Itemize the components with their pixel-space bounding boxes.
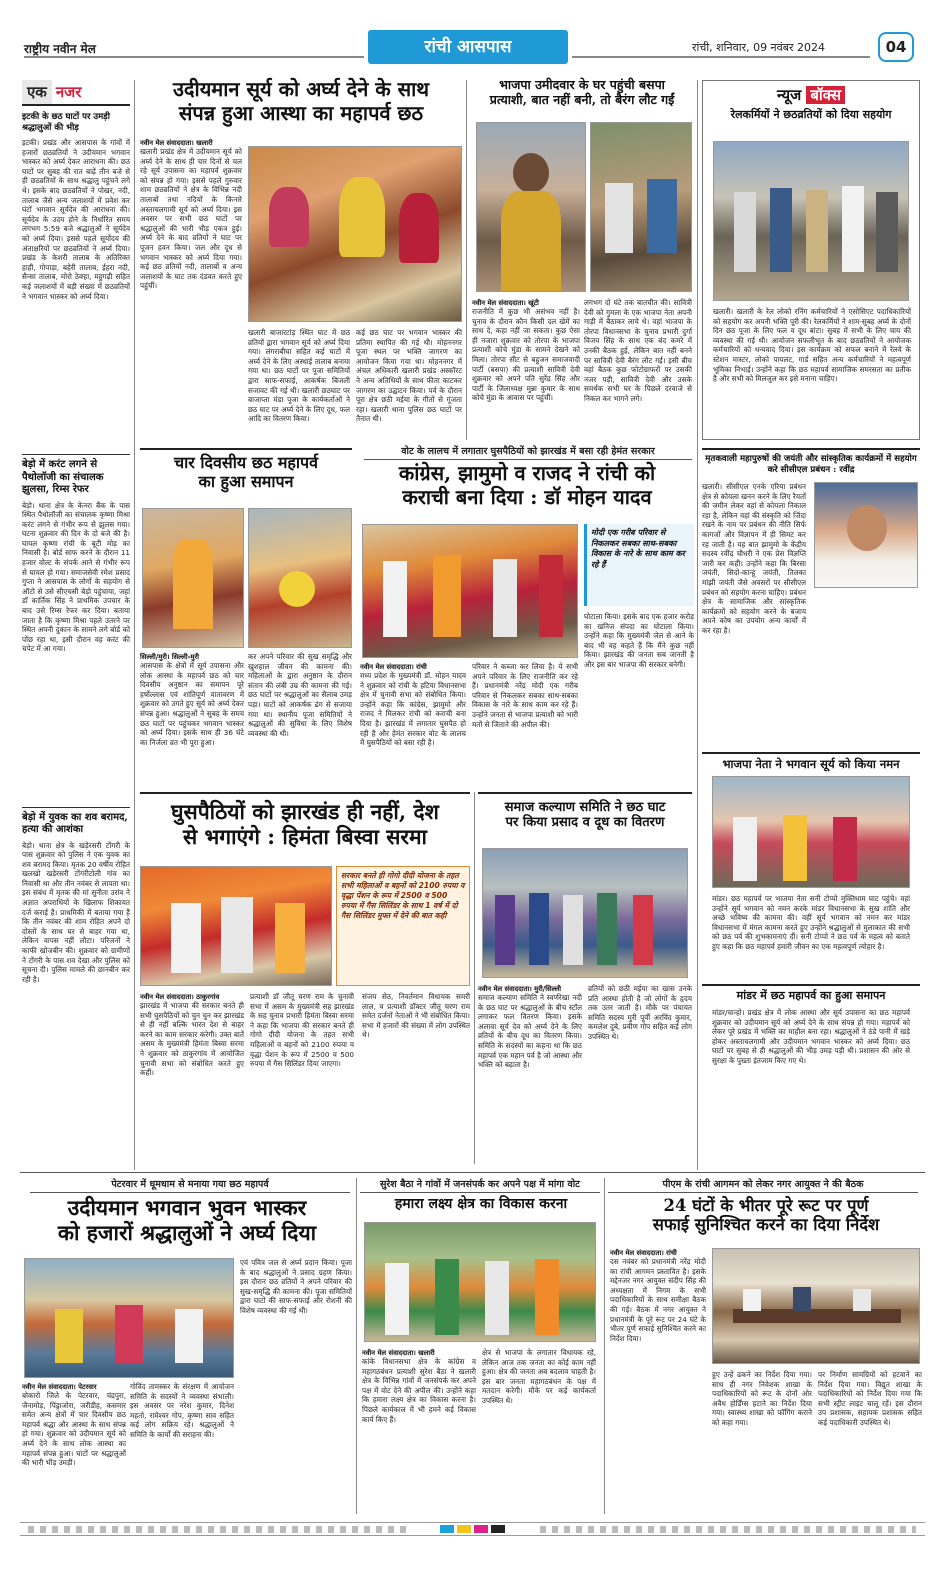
story-himanta — [140, 792, 470, 1164]
strip-label-c: पीएम के रांची आगमन को लेकर नगर आयुक्त ने की बैठक — [608, 1177, 918, 1193]
ek-nazar-heading — [22, 80, 130, 106]
story-mandar-naman-headline: भाजपा नेता ने भगवान सूर्य को किया नमन — [702, 752, 920, 772]
footer-color-bar — [20, 1522, 925, 1536]
story-himanta-body-b: प्रत्याशी डॉ जीतू चरण राम के चुनावी सभा में असम के मुख्यमंत्री सह झारखंड के सह चुनाव प्रभारी हिमंता बिस्वा सरमा ने कहा कि भाजपा की सरकार बनते ही गोगो दीदी योजना के तहत सभी महिलाओं व बहनों को 2100 रुपया व वृद्धा पेंशन के रूप में 2500 व 500 रुपया में गैस सिलिंडर दिया जाएगा। — [250, 992, 354, 1069]
header-date: रांची, शनिवार, 09 नवंबर 2024 — [692, 41, 826, 54]
story-chhath-body-b: खलारी बाजारटांड़ स्थित घाट में छठ व्रतियों द्वारा भगवान सूर्य को अर्घ्य दिया गया। लंगराबीघा सहित कई घाटों में अर्घ्य देने के लिए अस्थाई तालाब बनाया गया था। छठ घाटों पर पूजा समितियों द्वारा साफ-सफाई, आकर्षक बिजली सजावट की गई थी। खलारी छठघाट पर बाजाप्ता मंडा पूजा के कार्यकर्ताओं ने छठ घाट पर अर्घ्य देने के लिए दूध, फल आदि का वितरण किया। — [248, 328, 350, 424]
headline-line-1: कांग्रेस, झामुमो व राजद ने रांची को — [398, 461, 656, 485]
dateline: नवीन मेल संवाददाता। खलारी — [362, 1349, 435, 1357]
story-suresh — [362, 1196, 600, 1514]
ek-nazar-item3-body: बेड़ो। थाना क्षेत्र के खड़ेरसरी टोंगरी के पास शुक्रवार को पुलिस ने एक युवक का शव बरामद किया। मृतक 20 वर्षीय रोहित खलखो खड़ेरसरी टोंगरीटोली गांव का निवासी था और तीन नवंबर से लापता था। इस संबंध में मृतक की मां सुनीता उरांव ने अज्ञात अपराधियों के खिलाफ शिकायत दर्ज कराई है। प्राथमिकी में बताया गया है कि तीन नवंबर की शाम रोहित अपने दो दोस्तों के साथ घर से बाहर गया था, लेकिन वापस नहीं लौटा। परिजनों ने काफी खोजबीन की। शुक्रवार को ग्रामीणों ने टोंगरी के पास शव देखा और पुलिस को सूचना दी। पुलिस मामले की छानबीन कर रही है। — [22, 840, 130, 984]
pull-quote-himanta — [336, 866, 470, 986]
news-box-headline: रेलकर्मियों ने छठव्रतियों को दिया सहयोग — [730, 108, 892, 121]
story-yadav-headline — [360, 462, 694, 509]
chhath-ghat-photo — [248, 146, 462, 322]
story-pm-headline — [610, 1196, 922, 1235]
railworkers-photo — [713, 141, 909, 301]
story-yadav-col1 — [360, 662, 466, 780]
ek-nazar-label-a: एक — [22, 80, 52, 104]
header-bar — [20, 30, 925, 68]
story-mandar-naman-body: मांडर। छठ महापर्व पर भाजपा नेता सनी टोप्पो मुक्तिधाम घाट पहुंचे। वहां उन्होंने सूर्य भगवान को नमन करके मांडर विधानसभा के सुख शांति और अच्छे भविष्य की कामना की। वहीं सूर्य भगवान को नमन कर मांडर विधानसभा में मंगल कामना करते हुए उन्होंने श्रद्धालुओं से मुलाकात की सभी को छठ पर्व की शुभकामनाएं दीं। सनी टोप्पो ने छठ पर्व के महत्व को बताते हुए कहा कि छठ महापर्व हमारी जीवन का एक महत्वपूर्ण त्योहार है। — [712, 894, 910, 951]
ek-nazar-item3-title: बेड़ो में युवक का शव बरामद, हत्या की आशंका — [22, 807, 130, 837]
story-chhath-body-c: कई छठ घाट पर भगवान भास्कर की प्रतिमा स्थापित की गई थी। मोहननगर पूजा स्थल पर भक्ति जागरण का आयोजन किया गया था। मोहननगर में अंचल अधिकारी खलारी प्रखंड अस्कॉरट ने अन्य अतिथियों के साथ फीता काटकर जागरण का उद्घाटन किया। पर्व के दौरान पूरा क्षेत्र छठी मईया के गीतों से गूंजता रहा। खलारी थाना पुलिस छठ घाटों पर तैनात थी। — [356, 328, 462, 424]
pull-quote-himanta-text: सरकार बनते ही गोगो दीदी योजना के तहत सभी महिलाओं व बहनों को 2100 रुपया व वृद्धा पेंशन के रूप में 2500 व 500 रुपया में गैस सिलिंडर के साथ 1 वर्ष में दो गैस सिलिंडर मुफ्त में देने की बात कही — [341, 871, 465, 920]
dateline: नवीन मेल संवाददाता। मुरी/सिल्ली — [478, 985, 562, 993]
story-ccl — [702, 448, 920, 748]
story-four-day-body-b: कर अपने परिवार की सुख समृद्धि और खुशहाल जीवन की कामना की। महिलाओं के द्वारा अनुष्ठान के दौरान संतान की लंबी उम्र की कामना की गई। छठ घाटों पर श्रद्धालुओं का सैलाब उमड़ पड़ा। घाटों को आकर्षक ढंग से सजाया गया था। स्थानीय पूजा समितियों ने श्रद्धालुओं की सुविधा के लिए विशेष व्यवस्था की थी। — [248, 652, 352, 738]
story-four-day-headline — [140, 448, 352, 492]
dateline: नवीन मेल संवाददाता। पेटरवार — [22, 1383, 97, 1391]
story-pm-body-a: दस नवंबर को प्रधानमंत्री नरेंद्र मोदी का रांची आगमन प्रस्तावित है। इसके मद्देनजर नगर आयुक्त संदीप सिंह की अध्यक्षता में निगम के सभी पदाधिकारियों के साथ समीक्षा बैठक की गई। बैठक में नगर आयुक्त ने प्रधानमंत्री के पूरे रूट पर 24 घंटे के भीतर पूर्ण सफाई सुनिश्चित करने का निर्देश दिया। — [610, 1257, 706, 1343]
column-divider — [474, 792, 475, 1164]
story-bsp — [472, 78, 692, 440]
story-mandar-samapan — [702, 984, 920, 1164]
story-chhath — [140, 78, 462, 440]
story-himanta-body-c: संजय सेठ, निवर्तमान विधायक समरी लाल, व प्रत्याशी डॉक्टर जीतू चरण राम समेत दर्जनों नेताओं ने भी संबोधित किया। सभा में हजारों की संख्या में लोग उपस्थित थे। — [362, 992, 470, 1040]
strip-label-a: पेटरवार में धूमधाम से मनाया गया छठ महापर्व — [30, 1177, 350, 1193]
masthead-rule — [24, 56, 364, 58]
headline-line-2: पर किया प्रसाद व दूध का वितरण — [505, 815, 665, 831]
pm-meeting-photo — [712, 1248, 920, 1364]
page-number: 04 — [878, 32, 914, 62]
dateline: नवीन मेल संवाददाता। खूंटी — [472, 299, 539, 307]
himanta-rally-photo — [140, 866, 332, 986]
ek-nazar-column — [22, 80, 130, 1170]
story-pm — [610, 1196, 922, 1514]
headline-line-2: संपन्न हुआ आस्था का महापर्व छठ — [178, 100, 424, 125]
story-four-day-body-a: आसपास के क्षेत्रों में सूर्य उपासना और लोक आस्था के महापर्व छठ को चार दिवसीय अनुष्ठान का समापन पूरे हर्षोल्लास एवं शांतिपूर्ण वातावरण में शुक्रवार को उगते हुए सूर्य को अर्घ्य देकर संपन्न हुआ। श्रद्धालुओं ने सुबह के समय छठ घाटों पर पहुंचकर भगवान भास्कर को अर्घ्य दिया। इसके साथ ही 36 घंटे का निर्जला व्रत भी पूरा हुआ। — [140, 661, 244, 747]
story-mandar-naman — [702, 752, 920, 978]
story-yadav-kicker: वोट के लालच में लगातार घुसपैठियों को झारखंड में बसा रही हेमंत सरकार — [364, 444, 692, 460]
ravindra-portrait — [814, 482, 918, 588]
headline-line-2: प्रत्याशी, बात नहीं बनी, तो बैरंग लौट गईं — [489, 91, 675, 107]
mandar-naman-photo — [712, 776, 910, 888]
story-yadav-body-a: मध्य प्रदेश के मुख्यमंत्री डॉ. मोहन यादव ने शुक्रवार को रांची के हटिया विधानसभा क्षेत्र में चुनावी सभा को संबोधित किया। उन्होंने कहा कि कांग्रेस, झामुमो और राजद ने मिलकर रांची को कराची बना दिया है। झारखंड में लगातार घुसपैठ हो रही है और हेमंत सरकार वोट के लालच में घुसपैठियों को बसा रही है। — [360, 671, 466, 748]
news-box — [702, 80, 920, 440]
samaj-group-photo — [482, 848, 688, 978]
footer-stripe-left — [28, 1526, 408, 1533]
column-divider — [697, 80, 698, 1170]
registration-dot — [491, 1525, 505, 1533]
pull-quote-yadav-text: मोदी एक गरीब परिवार से निकलकर सबका साथ-सबका विकास के नारे के साथ काम कर रहे हैं — [591, 528, 685, 569]
story-yadav-body-c: घोटाला किया। इसके बाद एक हजार करोड़ का खनिज संपदा का घोटाला किया। उन्होंने कहा कि मुख्यमंत्री जेल से आने के बाद भी वह कहते हैं कि मैंने कुछ नहीं किया। झारखंड की जनता सब जानती है और इस बार भाजपा की सरकार बनेगी। — [584, 612, 694, 669]
registration-dot — [457, 1525, 471, 1533]
petarwar-ghat-photo — [24, 1258, 234, 1378]
registration-dot — [474, 1525, 488, 1533]
suresh-campaign-photo — [364, 1222, 596, 1342]
headline-line-2: का हुआ समापन — [198, 471, 294, 491]
ek-nazar-item1-body: इटकी। प्रखंड और आसपास के गांवों में हजारों छठव्रतियों ने उदीयमान भगवान भास्कर को अर्घ्य देकर आराधना की। छठ घाटों पर सुबह की रात बाढ़ें तीन बजे से ही छठव्रतियों के साथ श्रद्धालु पहुंचने लगे थे। इसके बाद छठव्रतियों ने पोखर, नदी, तालाब जैसे अन्य जलाशयों में प्रवेश कर घंटों भगवान सूर्यदेव की आराधना की। सूर्यदेव के उदय होने के निर्धारित समय लगभग 5:59 बजे श्रद्धालुओं ने सूर्यदेव को अर्घ्य दिया। इससे पहले सूर्योदय की अंताक्षरियों पर छठव्रतियों ने अर्घ्य दिया। प्रखंड के केशरी तालाब के अतिरिक्त हाही, गोपाड़ा, बहेरी तालाब, ईहरा नदी, सैन्सा तालाब, मोरो ठेक्हा, महुगढ़ी सहित कई जलाशयों में बड़ी संख्या में छठव्रतियों ने भगवान भास्कर को अर्घ्य दिया। — [22, 138, 130, 301]
story-suresh-headline: हमारा लक्ष्य क्षेत्र का विकास करना — [394, 1196, 568, 1212]
column-divider — [466, 80, 467, 440]
headline-line-2: सफाई सुनिश्चित करने का दिया निर्देश — [652, 1215, 880, 1235]
story-petarwar-body-a: बोकारो जिले के पेटरवार, चंद्रपुरा, जैनामोड़, पिंड्राजोरा, जरीडीह, कसमार समेत अन्य क्षेत्रों में चार दिवसीय छठ महापर्व श्रद्धा और आस्था के साथ संपन्न हो गया। शुक्रवार को उदीयमान सूर्य को अर्घ्य देने के साथ लोक आस्था का महापर्व संपन्न हुआ। घाटों पर श्रद्धालुओं की भारी भीड़ उमड़ी। — [22, 1391, 126, 1468]
story-yadav — [360, 462, 694, 782]
masthead: राष्ट्रीय नवीन मेल — [24, 42, 96, 56]
headline-line-1: समाज कल्याण समिति ने छठ घाट — [504, 800, 666, 815]
story-samaj-body-a: समाज कल्याण समिति ने स्वर्णरेखा नदी के छठ घाट पर श्रद्धालुओं के बीच स्टॉल लगाकर फल वितरण किया। इसके अलावा सूर्य देव को अर्घ्य देने के लिए व्रतियों के बीच दूध का वितरण किया। समिति के सदस्यों का कहना था कि छठ महापर्व एक महान पर्व है जो आस्था और भक्ति को बढ़ाता है। — [478, 993, 582, 1070]
story-bsp-body-a: राजनीति में कुछ भी असंभव नहीं है। चुनाव के दौरान कौन किसी दल खेमें का साथ दे, कहा नहीं जा सकता। कुछ ऐसा ही नजारा शुक्रवार को तोरपा के भाजपा प्रत्याशी कोचे मुंडा के सामने देखने को मिला। तोरपा सीट से बहुजन समाजवादी पार्टी (बसपा) की प्रत्याशी सावित्री देवी शुक्रवार को अपने पति सुरेंद्र सिंह और पार्टी के जिलाध्यक्ष मुन्ना कुमार के साथ कोचे मुंडा के आवास पर पहुंचीं। — [472, 307, 580, 403]
headline-line-2: से भगाएंगे : हिमंता बिस्वा सरमा — [182, 823, 428, 849]
story-bsp-headline — [472, 78, 692, 108]
story-samaj-col1 — [478, 984, 582, 1162]
news-box-title-a: न्यूज — [776, 86, 802, 104]
headline-line-1: 24 घंटों के भीतर पूरे रूट पर पूर्ण — [663, 1196, 869, 1215]
headline-line-1: उदीयमान भगवान भुवन भास्कर — [67, 1195, 307, 1220]
ek-nazar-item2-body: बेड़ो। थाना क्षेत्र के केनरा बैंक के पास स्थित पैथोलॉजी का संचालक कृष्णा मिश्रा करंट लगने से गंभीर रूप से झुलस गया। घटना शुक्रवार की दिन के दो बजे की है। घायल कृष्णा रांची के बूटी मोड़ का निवासी है। बोर्ड साफ करने के दौरान 11 हजार वोल्ट के संपर्क आने से गंभीर रूप से घायल हो गया। समाजसेवी रमेश प्रसाद गुप्ता ने आसपास के लोगों के सहयोग से ऑटो से उसे सीएचसी बेड़ो पहुंचाया, जहां डॉ कार्तिक सिंह ने प्राथमिक उपचार के बाद उसे रिम्स रेफर कर दिया। बताया जाता है कि कृष्णा मिश्रा पहले उतरने पर स्थित अपनी दुकान के सामने लगे बोर्ड को पोंछ रहा था, इसी दौरान वह करंट की चपेट में आ गया। — [22, 500, 130, 654]
headline-line-1: घुसपैठियों को झारखंड ही नहीं, देश — [171, 799, 439, 824]
story-suresh-body-b: क्षेत्र से भाजपा के लगातार विधायक रहे, लेकिन आज तक जनता का कोई काम नहीं हुआ। क्षेत्र की जनता अब बदलाव चाहती है। इस बार जनता महागठबंधन के पक्ष में मतदान करेगी। मौके पर कई कार्यकर्ता उपस्थित थे। — [482, 1348, 596, 1405]
story-chhath-col1 — [140, 138, 242, 438]
story-suresh-col1 — [362, 1348, 476, 1514]
story-mandar-samapan-headline: मांडर में छठ महापर्व का हुआ समापन — [702, 984, 920, 1003]
dateline: नवीन मेल संवाददाता। रांची — [610, 1249, 677, 1257]
story-ccl-body: खलारी। सीसीएल एनके एरिया प्रबंधन क्षेत्र से कोयला खनन करने के लिए रैयतों की जमीन लेकर वहां से कोयला निकाल रहा है, लेकिन वहां की संस्कृति को जिंदा रखने के नाम पर प्रबंधन की नीति सिर्फ कागजों और विज्ञापन में ही सिमट कर रह जाती है। यह बात झामुमो के केंद्रीय सदस्य रवींद्र चौधरी ने एक प्रेस विज्ञप्ति जारी कर कही। उन्होंने कहा कि बिरसा जयंती, सिदो-कान्हू जयंती, तिलका मांझी जयंती जैसे अवसरों पर सीसीएल प्रबंधन को सहयोग करना चाहिए। प्रबंधन क्षेत्र के सामाजिक और सांस्कृतिक कार्यक्रमों को सहयोग करने के बजाय अपने कोष का उपयोग अन्य कार्यों में कर रहा है। — [702, 482, 806, 635]
story-himanta-headline — [140, 792, 470, 850]
masthead-rule-right — [572, 56, 870, 58]
story-pm-body-c: पर निर्माण सामग्रियों को हटवाने का निर्देश दिया गया। विद्युत शाखा के पदाधिकारियों को निर्देश दिया गया कि सभी स्ट्रीट लाइट चालू रहें। इस दौरान उप प्रशासक, सहायक प्रशासक सहित कई पदाधिकारी उपस्थित थे। — [818, 1370, 922, 1427]
story-himanta-col1 — [140, 992, 244, 1162]
story-petarwar-headline — [22, 1196, 352, 1246]
story-pm-body-b: हुए उन्हें ढकने का निर्देश दिया गया। साथ ही नगर निवेशक शाखा के पदाधिकारियों को रूट के दोनों ओर अवैध होर्डिंग्स हटाने का निर्देश दिया गया। स्वास्थ्य शाखा को फॉगिंग कराने को कहा गया। — [712, 1370, 812, 1427]
bsp-meeting-photo — [590, 122, 692, 292]
column-divider — [604, 1178, 605, 1514]
bsp-candidate-photo — [476, 122, 586, 292]
story-samaj-headline — [478, 792, 692, 831]
story-samaj-body-b: व्रतियों को छठी मईया का खास उनके प्रति आस्था होती है जो लोगों के हृदय तक उतर जाती है। मौके पर पंचायत समिति सदस्य मुरी पूर्वी अरविंद कुमार, कमलेश दुबे, प्रवीण गोप सहित कई लोग उपस्थित थे। — [588, 984, 692, 1041]
headline-line-1: उदीयमान सूर्य को अर्घ्य देने के साथ — [172, 77, 430, 101]
story-bsp-body-b: लगभग दो घंटे तक बातचीत की। सावित्री देवी को गुमला के एक भाजपा नेता अपनी गाड़ी में बैठाकर लाये थे। वहां भाजपा के तोरपा विधानसभा के चुनाव प्रभारी दुर्गा विजय सिंह के साथ एक बंद कमरे में उनकी बैठक हुई, लेकिन बात नहीं बनने पर सावित्री देवी बैरंग लौट गईं। इसी बीच वहां बैठक कुछ फोटोग्राफरों पर उसकी नजर पड़ी, सावित्री देवी और उसके समर्थक सभी घर के पिछले दरवाजे से निकल कर भागने लगे। — [584, 298, 692, 403]
headline-line-2: को हजारों श्रद्धालुओं ने अर्घ्य दिया — [57, 1219, 317, 1245]
story-chhath-body-a: खलारी प्रखंड क्षेत्र में उदीयमान सूर्य को अर्घ्य देने के साथ ही चार दिनों से चल रहे सूर्य उपासना का महापर्व शुक्रवार को संपन्न हो गया। इससे पहले गुरुवार शाम छठव्रतियों ने क्षेत्र के विभिन्न नदी तालाबों तथा नदियों के किनारे अस्ताचलगामी सूर्य को अर्घ्य दिया। इस अवसर पर सभी छठ घाटों पर श्रद्धालुओं की भारी भीड़ एकत्र हुई। अर्घ्य देने के बाद व्रतियों ने घाट पर पूजन हवन किया। जल और दूध से भगवान भास्कर को अर्घ्य दिया गया। कई छठ व्रतियों नदी, तालाबों व अन्य जलाशयों के घाट तक दंडवत करते हुए पहुंचीं। — [140, 147, 242, 291]
yadav-rally-photo — [362, 524, 578, 658]
column-divider — [134, 80, 135, 1170]
strip-label-b: सुरेश बैठा ने गांवों में जनसंपर्क कर अपने पक्ष में मांगा वोट — [360, 1177, 600, 1193]
dateline: नवीन मेल संवाददाता। ठाकुरगांव — [140, 993, 220, 1001]
registration-dot — [440, 1525, 454, 1533]
story-suresh-body-a: कांके विधानसभा क्षेत्र के कांग्रेस व महागठबंधन प्रत्याशी सुरेश बैठा ने खलारी क्षेत्र के विभिन्न गांवों में जनसंपर्क कर अपने पक्ष में वोट देने की अपील की। उन्होंने कहा कि हमारा लक्ष्य क्षेत्र का विकास करना है। पिछले कार्यकाल में भी हमने कई विकास कार्य किए हैं। — [362, 1357, 476, 1424]
story-himanta-body-a: झारखंड में भाजपा की सरकार बनते ही सभी घुसपैठियों को चुन चुन कर झारखंड से ही नहीं बल्कि भारत देश से बाहर करने का काम सरकार करेगी। उक्त बातें असम के मुख्यमंत्री हिमंता बिस्वा सरमा ने शुक्रवार को ठाकुरगांव में आयोजित चुनावी सभा को संबोधित करते हुए कहीं। — [140, 1001, 244, 1078]
headline-line-1: भाजपा उमीदवार के घर पहुंची बसपा — [499, 77, 665, 92]
news-box-title — [703, 85, 919, 105]
registration-marks — [440, 1525, 505, 1533]
section-title: रांची आसपास — [424, 37, 512, 57]
story-four-day — [140, 448, 352, 782]
story-petarwar-body-c: गोविंद तामस्कर के संरक्षण में आयोजन समिति के सदस्यों ने व्यवस्था संभाली। इस अवसर पर नरेश कुमार, दिनेश महतो, रामेश्वर गोप, कृष्णा साव सहित कई लोग सक्रिय रहे। श्रद्धालुओं ने समिति के कार्यों की सराहना की। — [130, 1382, 234, 1439]
column-divider — [356, 1178, 357, 1514]
story-pm-col1 — [610, 1248, 706, 1514]
story-yadav-body-b: परिवार ने कब्जा कर लिया है। ये सभी अपने परिवार के लिए राजनीति कर रहे हैं। प्रधानमंत्री नरेंद्र मोदी एक गरीब परिवार से निकलकर सबका साथ-सबका विकास के नारे के साथ काम कर रहे हैं। उन्होंने जनता से भाजपा प्रत्याशी को भारी मतों से जिताने की अपील की। — [472, 662, 578, 729]
story-chhath-headline — [140, 78, 462, 125]
dateline: सिल्ली/मुरी। सिल्ली-मुरी — [140, 653, 200, 661]
section-banner — [368, 30, 568, 64]
news-box-title-b: बॉक्स — [806, 86, 845, 104]
story-petarwar — [22, 1196, 352, 1514]
story-ccl-headline: मृतकवाली महापुरुषों की जयंती और सांस्कृतिक कार्यक्रमों में सहयोग करे सीसीएल प्रबंधन : रवींद्र — [702, 448, 920, 476]
story-petarwar-body-b: एवं पवित्र जल से अर्घ्य प्रदान किया। पूजा के बाद श्रद्धालुओं ने प्रसाद ग्रहण किया। इस दौरान छठ व्रतियों ने अपने परिवार की सुख-समृद्धि की कामना की। पूजा समितियों द्वारा घाटों की साफ-सफाई और रोशनी की विशेष व्यवस्था की गई थी। — [240, 1258, 352, 1315]
story-petarwar-col1 — [22, 1382, 126, 1514]
story-samaj — [478, 792, 692, 1164]
footer-stripe-right — [540, 1526, 916, 1533]
four-day-photo-1 — [142, 508, 244, 648]
story-bsp-col1 — [472, 298, 580, 438]
ek-nazar-label-b: नजर — [55, 83, 82, 101]
news-box-body: खलारी। खलारी के रेल लोको रनिंग कर्मचारियों ने एसोसिएट पदाधिकारियों को सहयोग कर अपनी भक्ति पूरी की। रेलकर्मियों ने शाम-सुबह अर्घ्य के दोनों दिन छठ पूजा के लिए फल व दूध बांटा। सुबह में सभी के लिए चाय की व्यवस्था की गई थी। आयोजन सफलीभूत के बाद छठव्रतियों ने आयोजक कर्मचारियों को धन्यवाद दिया। इस कार्यक्रम को सफल बनाने में रेलवे के स्टेशन मास्टर, लोको पायलट, गार्ड सहित अन्य कर्मचारियों ने महत्वपूर्ण भूमिका निभाई। उन्होंने कहा कि छठ महापर्व सामाजिक समरसता का प्रतीक है और सभी को मिलजुल कर इसे मनाना चाहिए। — [713, 307, 911, 384]
four-day-photo-2 — [248, 508, 352, 648]
story-four-day-col1 — [140, 652, 244, 782]
dateline: नवीन मेल संवाददाता। खलारी — [140, 139, 213, 147]
dateline: नवीन मेल संवाददाता। रांची — [360, 663, 427, 671]
section-rule — [20, 1172, 925, 1173]
story-mandar-samapan-body: मांडर/चान्हो। प्रखंड क्षेत्र में लोक आस्था और सूर्य उपासना का छठ महापर्व शुक्रवार को उदीयमान सूर्य को अर्घ्य देने के साथ संपन्न हो गया। महापर्व को लेकर पूरे प्रखंड में भक्ति का माहौल बना रहा। श्रद्धालुओं ने ठंडे पानी में खड़े होकर अस्ताचलगामी और उदीयमान भगवान भास्कर को अर्घ्य दिया। छठ घाटों पर सुबह से ही श्रद्धालुओं की भीड़ उमड़ पड़ी थी। प्रशासन की ओर से सुरक्षा के पुख्ता इंतजाम किए गए थे। — [712, 1008, 910, 1065]
pull-quote-yadav — [584, 524, 694, 606]
ek-nazar-item1-title: इटकी के छठ घाटों पर उमड़ी श्रद्धालुओं की भीड़ — [22, 112, 110, 133]
headline-line-2: कराची बना दिया : डॉ मोहन यादव — [402, 484, 652, 509]
ek-nazar-item2-title: बेड़ो में करंट लगने से पैथोलॉजी का संचालक झुलसा, रिम्स रेफर — [22, 454, 130, 497]
headline-line-1: चार दिवसीय छठ महापर्व — [173, 453, 319, 472]
